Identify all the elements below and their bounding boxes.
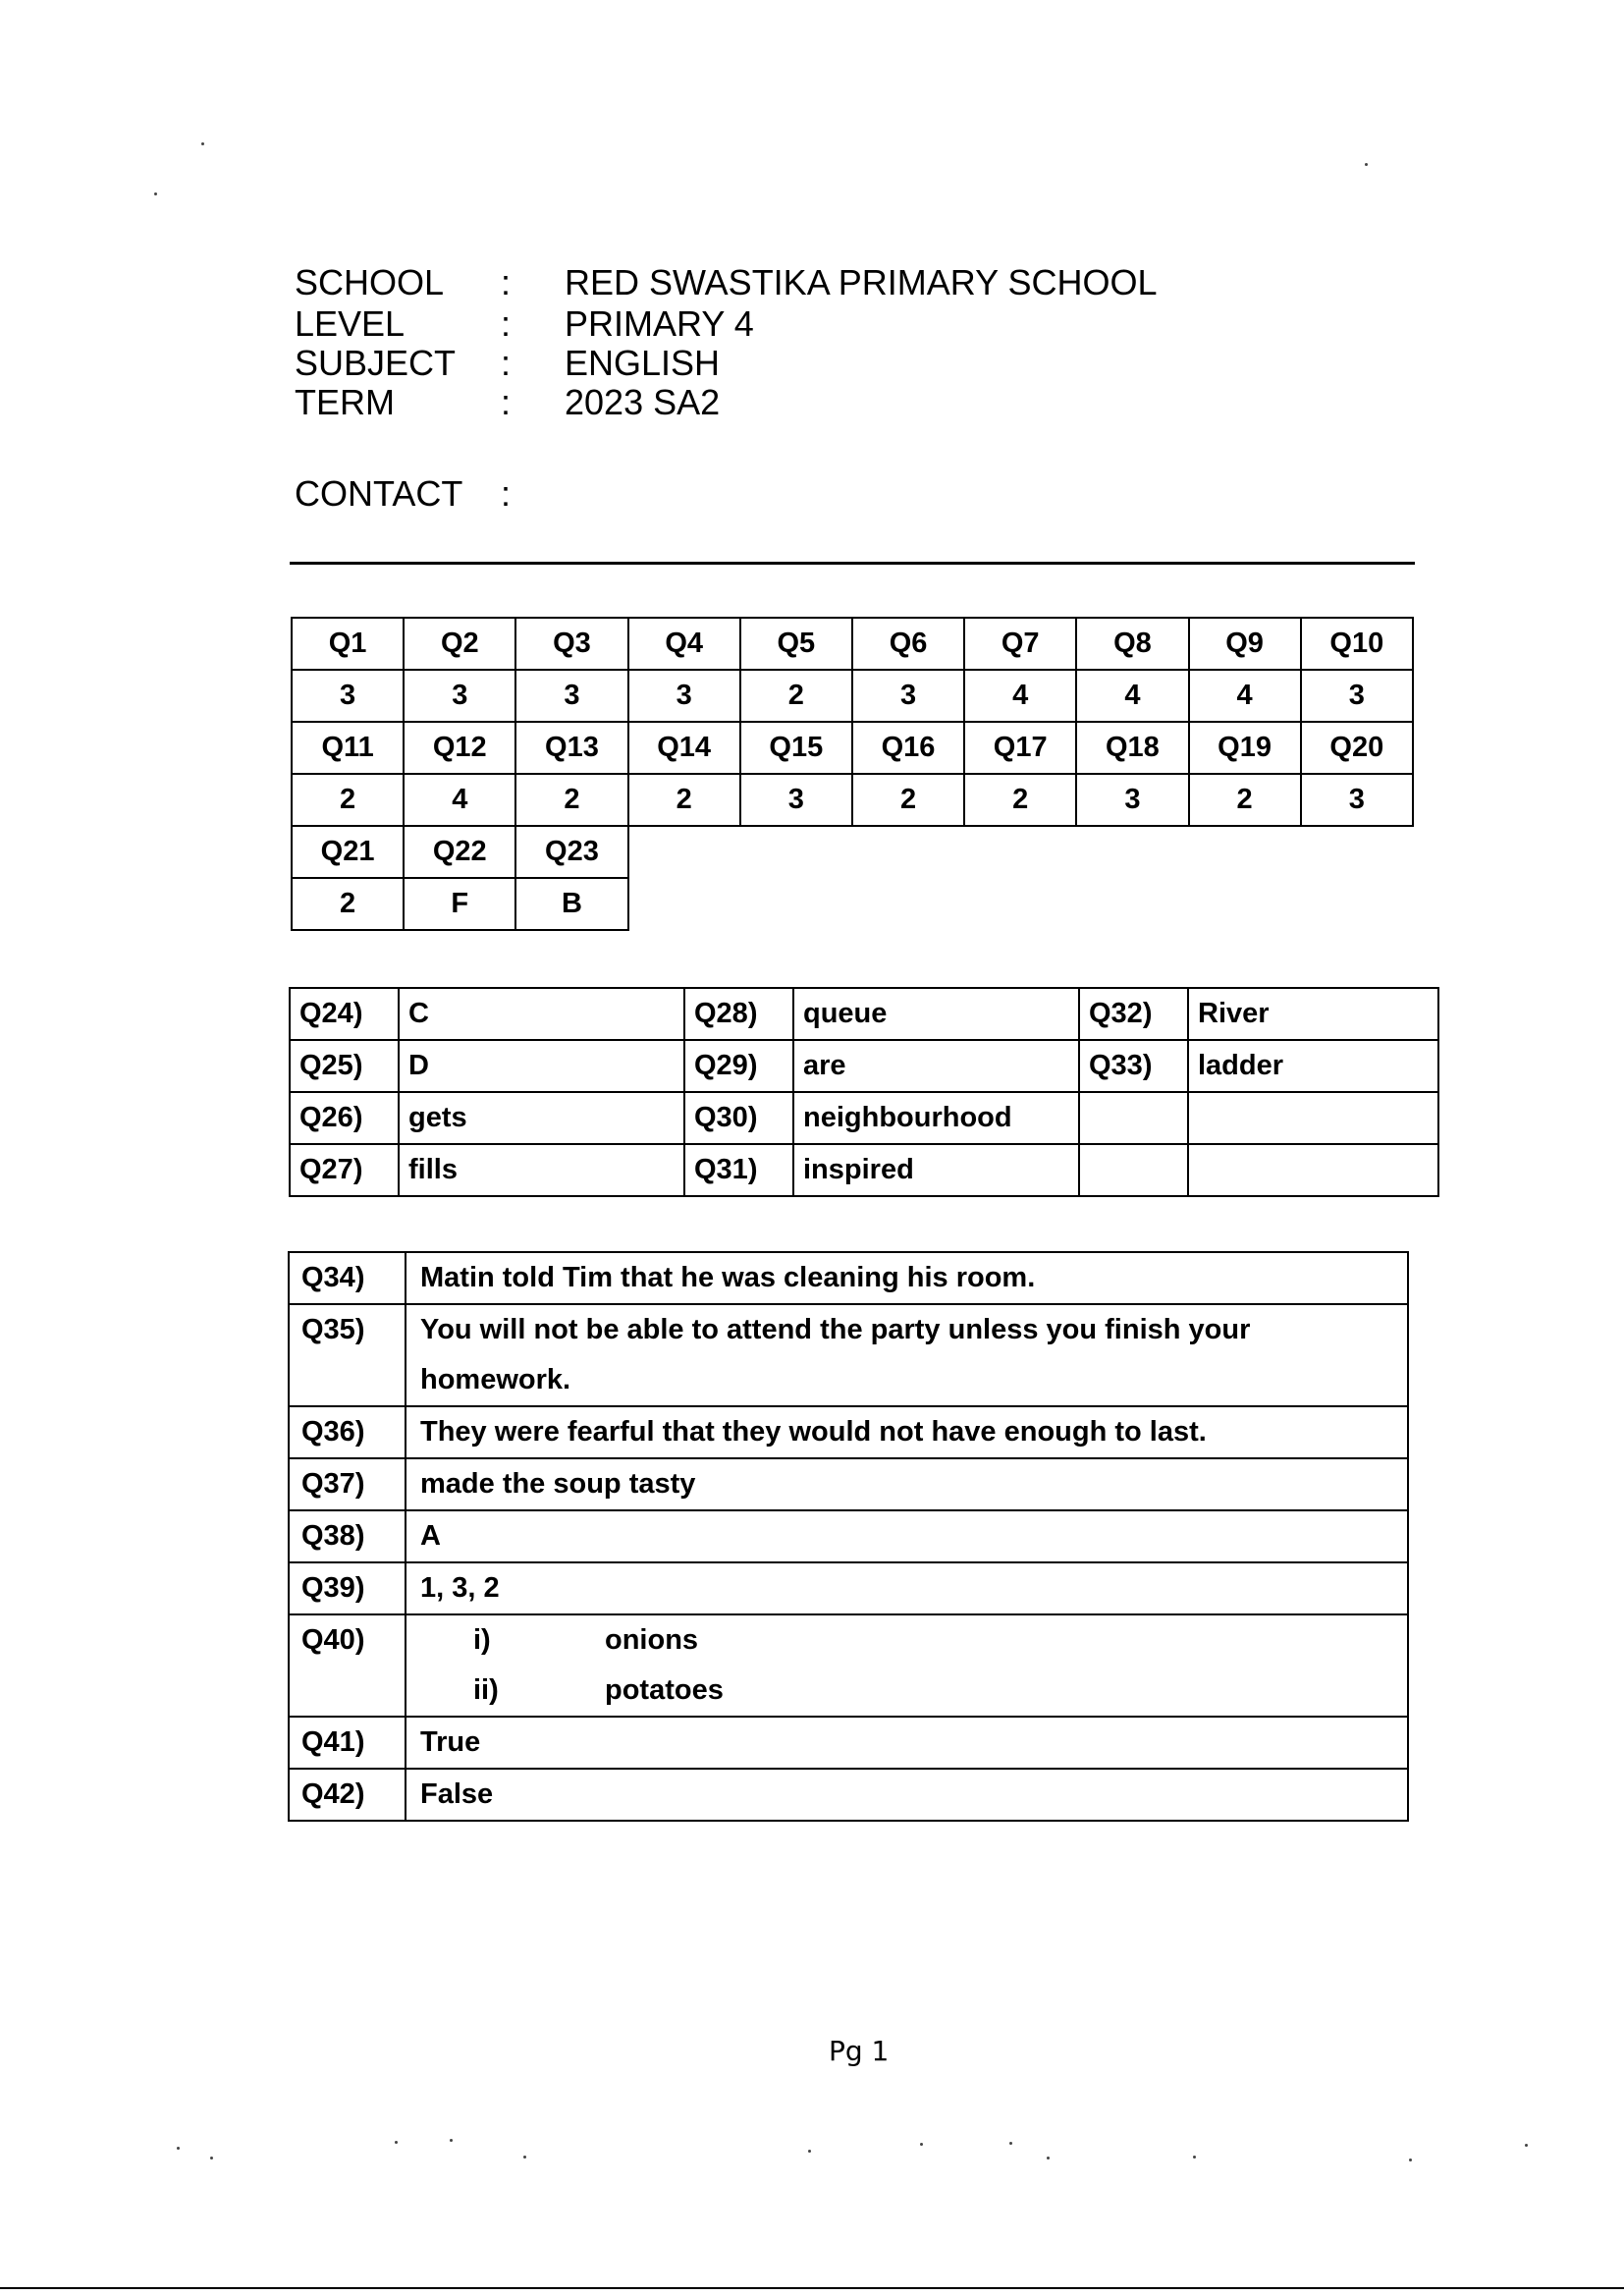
mcq-q-cell: Q22 (404, 826, 515, 878)
answer-line: made the soup tasty (420, 1468, 696, 1500)
term-value: 2023 SA2 (565, 382, 721, 422)
question-number (289, 1304, 406, 1406)
mcq-q-cell: Q12 (404, 722, 515, 774)
contact-label: CONTACT (295, 473, 463, 514)
answer-cell (406, 1562, 1408, 1614)
mcq-q-cell: Q19 (1189, 722, 1301, 774)
mcq-a-cell: 4 (404, 774, 515, 826)
mcq-q-cell: Q18 (1076, 722, 1188, 774)
answer-cell (406, 1304, 1408, 1406)
question-number: Q32) (1079, 988, 1188, 1040)
answer-text: queue (793, 988, 1079, 1040)
answer-cell (406, 1614, 1408, 1717)
mcq-answer-grid (291, 617, 1414, 931)
mcq-q-cell: Q2 (404, 618, 515, 670)
question-number: Q28) (684, 988, 793, 1040)
open-answer-row (289, 1304, 1408, 1406)
mcq-a-cell: 2 (740, 670, 852, 722)
answer-line: 1, 3, 2 (420, 1572, 500, 1604)
mcq-q-cell: Q9 (1189, 618, 1301, 670)
mcq-a-cell: 4 (964, 670, 1076, 722)
scan-speck (1409, 2159, 1412, 2161)
mcq-a-cell: 3 (404, 670, 515, 722)
open-answer-row (289, 1406, 1408, 1458)
scan-speck (1193, 2156, 1196, 2159)
answer-cell (406, 1769, 1408, 1821)
mcq-a-cell: 3 (292, 670, 404, 722)
mcq-q-cell: Q23 (515, 826, 627, 878)
header-divider (290, 562, 1415, 565)
mcq-q-cell: Q20 (1301, 722, 1413, 774)
mcq-a-cell: 4 (1076, 670, 1188, 722)
answer-cell (406, 1458, 1408, 1510)
level-colon: : (501, 303, 512, 344)
scan-speck (450, 2139, 453, 2142)
mcq-a-cell: 2 (1189, 774, 1301, 826)
answer-line: A (420, 1520, 441, 1552)
open-answer-grid (288, 1251, 1409, 1822)
scan-speck (210, 2157, 213, 2159)
question-number: Q26) (290, 1092, 399, 1144)
question-number-text: Q36) (301, 1416, 365, 1448)
mcq-a-cell: 2 (852, 774, 964, 826)
subject-value: ENGLISH (565, 343, 721, 383)
mcq-a-cell: 3 (628, 670, 740, 722)
answer-text: River (1188, 988, 1438, 1040)
short-answer-grid (289, 987, 1439, 1197)
question-number-text: Q42) (301, 1778, 365, 1810)
answer-text: C (399, 988, 684, 1040)
question-number (289, 1614, 406, 1717)
sub-answer-text: onions (605, 1624, 699, 1656)
mcq-a-cell: 2 (515, 774, 627, 826)
open-answer-row (289, 1717, 1408, 1769)
question-number: Q24) (290, 988, 399, 1040)
term-label: TERM (295, 382, 395, 422)
question-number-text: Q39) (301, 1572, 365, 1604)
scan-speck (920, 2143, 923, 2146)
mcq-q-cell: Q6 (852, 618, 964, 670)
scan-speck (1525, 2144, 1528, 2147)
mcq-q-cell: Q21 (292, 826, 404, 878)
open-answer-row (289, 1562, 1408, 1614)
mcq-q-cell: Q5 (740, 618, 852, 670)
mcq-q-cell: Q4 (628, 618, 740, 670)
answer-text: inspired (793, 1144, 1079, 1196)
mcq-answer-row (292, 670, 1413, 722)
answer-cell (406, 1510, 1408, 1562)
question-number: Q30) (684, 1092, 793, 1144)
mcq-answer-row (292, 774, 1413, 826)
sub-answer-text: potatoes (605, 1674, 724, 1706)
mcq-a-cell: 3 (1301, 774, 1413, 826)
answer-line: You will not be able to attend the party unless you finish your (420, 1314, 1251, 1345)
question-number-text: Q38) (301, 1520, 365, 1552)
mcq-a-cell: 3 (852, 670, 964, 722)
short-answer-row (290, 988, 1438, 1040)
mcq-question-row (292, 618, 1413, 670)
question-number: Q31) (684, 1144, 793, 1196)
sub-answer (420, 1666, 1407, 1716)
answer-text (1188, 1092, 1438, 1144)
question-number (289, 1562, 406, 1614)
question-number-text: Q37) (301, 1468, 365, 1500)
answer-line: False (420, 1778, 494, 1810)
mcq-q-cell: Q7 (964, 618, 1076, 670)
question-number (289, 1252, 406, 1304)
mcq-q-cell: Q8 (1076, 618, 1188, 670)
open-answer-row (289, 1510, 1408, 1562)
answer-text (1188, 1144, 1438, 1196)
sub-answer-number: ii) (473, 1674, 499, 1706)
question-number: Q27) (290, 1144, 399, 1196)
school-value: RED SWASTIKA PRIMARY SCHOOL (565, 262, 1158, 302)
answer-text: fills (399, 1144, 684, 1196)
mcq-a-cell: 3 (1301, 670, 1413, 722)
mcq-q-cell: Q1 (292, 618, 404, 670)
answer-text: gets (399, 1092, 684, 1144)
mcq-q-cell: Q10 (1301, 618, 1413, 670)
scan-speck (1047, 2157, 1050, 2159)
scan-speck (1009, 2142, 1012, 2145)
scan-speck (808, 2150, 811, 2153)
mcq-q-cell: Q3 (515, 618, 627, 670)
answer-text: are (793, 1040, 1079, 1092)
question-number-text: Q40) (301, 1624, 365, 1656)
question-number-text: Q35) (301, 1314, 365, 1345)
mcq-a-cell: 2 (964, 774, 1076, 826)
mcq-q-cell: Q11 (292, 722, 404, 774)
mcq-a-cell: 3 (740, 774, 852, 826)
question-number (289, 1717, 406, 1769)
mcq-q-cell: Q15 (740, 722, 852, 774)
mcq-q-cell: Q13 (515, 722, 627, 774)
open-answer-row (289, 1252, 1408, 1304)
question-number (289, 1406, 406, 1458)
question-number (289, 1458, 406, 1510)
school-colon: : (501, 262, 512, 302)
short-answer-row (290, 1144, 1438, 1196)
open-answer-row (289, 1614, 1408, 1717)
mcq-question-row (292, 722, 1413, 774)
scan-speck (201, 142, 204, 145)
mcq-a-cell: 2 (292, 774, 404, 826)
sub-answer (420, 1615, 1407, 1666)
mcq-question-row (292, 826, 1413, 878)
answer-line: homework. (420, 1364, 571, 1395)
mcq-answer-row (292, 878, 1413, 930)
question-number (289, 1769, 406, 1821)
short-answer-row (290, 1040, 1438, 1092)
mcq-a-cell: F (404, 878, 515, 930)
mcq-q-cell: Q16 (852, 722, 964, 774)
open-answer-row (289, 1769, 1408, 1821)
page-number: Pg 1 (829, 2035, 890, 2067)
open-answer-row (289, 1458, 1408, 1510)
question-number (1079, 1092, 1188, 1144)
question-number: Q25) (290, 1040, 399, 1092)
mcq-q-cell: Q17 (964, 722, 1076, 774)
answer-line: They were fearful that they would not have enough to last. (420, 1416, 1207, 1448)
answer-text: D (399, 1040, 684, 1092)
answer-text: ladder (1188, 1040, 1438, 1092)
question-number-text: Q34) (301, 1262, 365, 1293)
scan-speck (395, 2141, 398, 2144)
scan-speck (523, 2156, 526, 2159)
empty-cell (628, 826, 1413, 878)
answer-text: neighbourhood (793, 1092, 1079, 1144)
mcq-a-cell: 2 (292, 878, 404, 930)
question-number (1079, 1144, 1188, 1196)
scan-speck (177, 2147, 180, 2150)
subject-label: SUBJECT (295, 343, 457, 383)
mcq-q-cell: Q14 (628, 722, 740, 774)
term-colon: : (501, 382, 512, 422)
mcq-a-cell: 3 (515, 670, 627, 722)
question-number: Q29) (684, 1040, 793, 1092)
question-number-text: Q41) (301, 1726, 365, 1758)
short-answer-row (290, 1092, 1438, 1144)
contact-colon: : (501, 473, 512, 514)
level-label: LEVEL (295, 303, 406, 344)
answer-cell (406, 1406, 1408, 1458)
empty-cell (628, 878, 1413, 930)
scan-speck (154, 192, 157, 195)
question-number: Q33) (1079, 1040, 1188, 1092)
answer-line: True (420, 1726, 481, 1758)
mcq-a-cell: 2 (628, 774, 740, 826)
mcq-a-cell: 3 (1076, 774, 1188, 826)
school-label: SCHOOL (295, 262, 445, 302)
subject-colon: : (501, 343, 512, 383)
footer-divider (0, 2287, 1624, 2289)
scan-speck (1365, 163, 1368, 166)
mcq-a-cell: 4 (1189, 670, 1301, 722)
answer-cell (406, 1717, 1408, 1769)
sub-answer-number: i) (473, 1624, 491, 1656)
question-number (289, 1510, 406, 1562)
answer-line: Matin told Tim that he was cleaning his room. (420, 1262, 1036, 1293)
answer-cell (406, 1252, 1408, 1304)
mcq-a-cell: B (515, 878, 627, 930)
level-value: PRIMARY 4 (565, 303, 754, 344)
